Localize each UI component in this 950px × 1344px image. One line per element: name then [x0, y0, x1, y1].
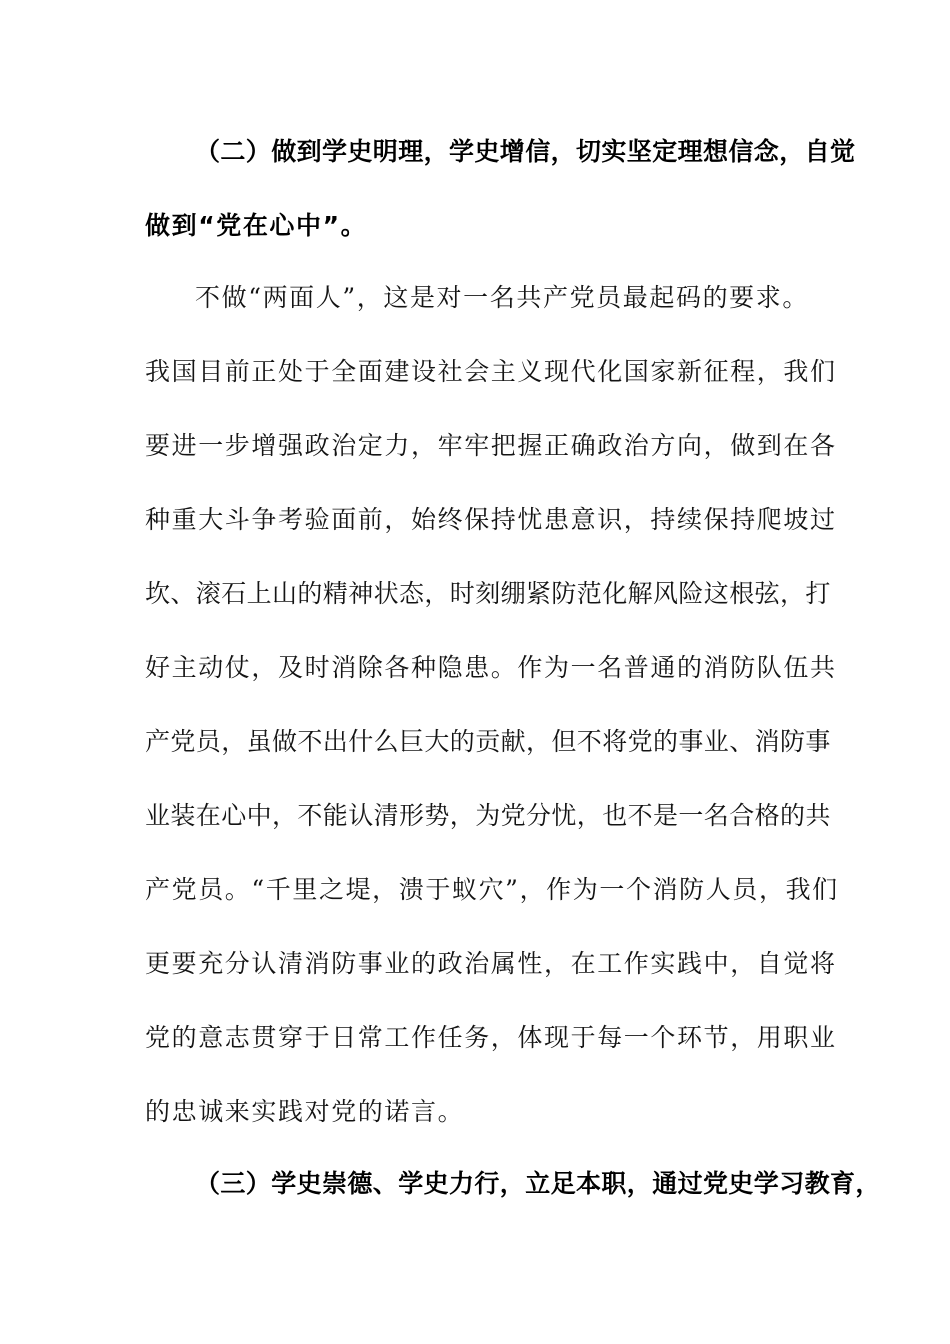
- section-heading-2: （二）做到学史明理，学史增信，切实坚定理想信念，自觉: [195, 137, 856, 166]
- paragraph-line: 好主动仗，及时消除各种隐患。作为一名普通的消防队伍共: [145, 653, 837, 682]
- section-heading-3: （三）学史崇德、学史力行，立足本职，通过党史学习教育，: [195, 1169, 881, 1198]
- paragraph-line: 产党员，虽做不出什么巨大的贡献，但不将党的事业、消防事: [145, 727, 831, 756]
- paragraph-line: 坎、滚石上山的精神状态，时刻绷紧防范化解风险这根弦，打: [145, 579, 831, 608]
- paragraph-line: 业装在心中，不能认清形势，为党分忧，也不是一名合格的共: [145, 801, 831, 830]
- paragraph-line: 要进一步增强政治定力，牢牢把握正确政治方向，做到在各: [145, 431, 837, 460]
- paragraph-line: 产党员。“千里之堤，溃于蚁穴”，作为一个消防人员，我们: [145, 875, 839, 904]
- section-heading-2-continued: 做到“党在心中”。: [145, 211, 368, 240]
- paragraph-line: 的忠诚来实践对党的诺言。: [145, 1097, 465, 1126]
- paragraph-line: 党的意志贯穿于日常工作任务，体现于每一个环节，用职业: [145, 1023, 837, 1052]
- paragraph-line: 种重大斗争考验面前，始终保持忧患意识，持续保持爬坡过: [145, 505, 837, 534]
- paragraph-line: 我国目前正处于全面建设社会主义现代化国家新征程，我们: [145, 357, 837, 386]
- paragraph-line: 更要充分认清消防事业的政治属性，在工作实践中，自觉将: [145, 949, 837, 978]
- paragraph-line: 不做“两面人”，这是对一名共产党员最起码的要求。: [195, 283, 809, 312]
